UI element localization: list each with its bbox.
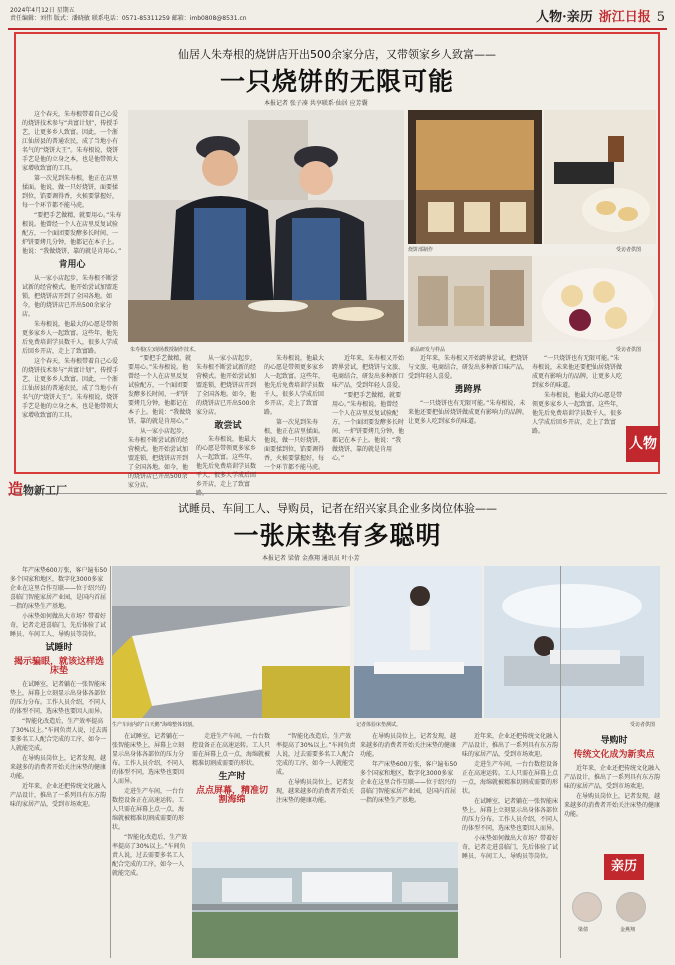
story2-paragraph: 走进生产车间，一台台数控设备正在高速运转。工人只需在屏幕上点一点，海绵就被精准切割成需要的形状。 [112,788,185,831]
story2-paragraph: 近年来，企业还把传统文化融入产品设计，推出了一系列具有东方韵味的家居产品，受到市场欢迎。 [462,733,559,758]
story2-paragraph: 年产床垫600万张，客户遍布50多个国家和地区，数字化3000多家企业在这里合作互联——位于绍兴的喜临门智能家居产业园，是国内首屈一指的床垫生产基地。 [360,761,458,804]
avatar [572,892,602,922]
story1-subhead: 勇跨界 [454,385,482,395]
author-name: 梁倩 [578,927,589,933]
author-name: 金燕翔 [620,927,636,933]
story2-paragraph: 走进生产车间，一台台数控设备正在高速运转。工人只需在屏幕上点一点，海绵就被精准切割成需要的形状。 [462,761,559,795]
story1-paragraph: 朱寿根说，他最大的心愿是带领更多家乡人一起致富。这些年，他先后免费培训学员数千人，很多人学成后回乡开店，走上了致富路。 [264,355,325,416]
shop-photo-illustration [408,110,542,244]
story2-subhead-line: 揭示骗眼，就该这样选床垫 [13,657,104,676]
section-name: 人物·亲历 [536,10,593,25]
story2-paragraph: “智能化改造后，生产效率提高了30%以上。”车间负责人说，过去需要多名工人配合完成的工序，如今一人就能完成。 [112,834,188,877]
story1-paragraph: 朱寿根说，他最大的心愿是带领更多家乡人一起致富。这些年，他先后免费培训学员数千人，很多人学成后回乡开店，走上了致富路。 [196,436,257,497]
story1-photo-credit: 受访者供图 [616,347,642,353]
story1-paragraph: “要把手艺做精，就要用心。”朱寿根说。他曾经一个人在店里反复试验配方，一个面团要发酵多长时间、一炉饼要烤几分钟，他都记在本子上。他说：“我做烧饼，靠的就是肯用心。” [22,212,122,255]
story2-paragraph: 在试睡室，记者躺在一张智能床垫上，屏幕上立刻显示出身体各部位的压力分布。工作人员介绍，不同人的体型不同，选床垫也要因人而异。 [10,681,107,715]
story1-column-6 [408,354,528,472]
story2-subhead: 生产时 [218,772,246,782]
story2-headline: 一张床垫有多聪明 [233,521,442,550]
story2-photo-caption: 记者体验床垫测试。 [356,722,402,728]
story2-paragraph: 年产床垫600万张，客户遍布50多个国家和地区，数字化3000多家企业在这里合作互联——位于绍兴的喜临门智能家居产业园，是国内首屈一指的床垫生产基地。 [10,567,108,610]
story2-photo-test [354,566,482,718]
masthead-info [10,7,310,23]
story1-side-tag: 人物 [626,426,660,462]
story2-subhead-line: 点点屏幕，精准切割海绵 [195,786,268,805]
aerial-photo-illustration [192,842,458,958]
story2-kicker: 试睡员、车间工人、导购员，记者在绍兴家具企业多岗位体验—— [178,502,497,515]
story1-column-5 [332,354,404,472]
story1-photo-products [408,256,656,342]
story1-photo-shop [408,110,542,244]
story1-paragraph: “要把手艺做精，就要用心。”朱寿根说。他曾经一个人在店里反复试验配方，一个面团要发酵多长时间、一炉饼要烤几分钟，他都记在本子上。他说：“我做烧饼，靠的就是肯用心。” [128,355,192,425]
page-number: 5 [656,10,665,25]
story1-column-2 [128,354,192,489]
story1-paragraph: 从一家小店起步，朱寿根不断尝试新的经营模式。他开始尝试加盟连锁，把烧饼店开到了全国各地。如今，他的烧饼店已开出500余家分店。 [128,428,189,489]
story2-side-tag: 亲历 [604,854,644,880]
story2-photo-credit: 受访者供图 [630,722,656,728]
story2-paragraph: 在导购员岗位上，记者发现，越来越多的消费者开始关注床垫的健康功能。 [276,779,355,804]
story1-paragraph: 这个春天，朱寿根带着自己心爱的烧饼技术参与“共富计划”，传授手艺，让更多乡人致富。因此，一个浙江仙居县的普通农民，成了当地小有名气的“烧饼大王”。朱寿根说，烧饼手艺是他的立身之本，也是他带领大家增收致富的工具。 [22,111,119,172]
story1-paragraph: 从一家小店起步，朱寿根不断尝试新的经营模式。他开始尝试加盟连锁，把烧饼店开到了全国各地。如今，他的烧饼店已开出500余家分店。 [22,275,119,318]
story1-photo-credit: 受访者供图 [616,247,642,253]
story2-paragraph: 在导购员岗位上，记者发现，越来越多的消费者开始关注床垫的健康功能。 [564,793,661,818]
story1-paragraph: “一只烧饼也有无限可能。”朱寿根说，未来他还要把仙居烧饼做成更有影响力的品牌，让更多人吃到家乡的味道。 [532,355,623,389]
story1-paragraph: “要把手艺做精，就要用心。”朱寿根说。他曾经一个人在店里反复试验配方，一个面团要发酵多长时间、一炉饼要烤几分钟，他都记在本子上。他说：“我做烧饼，靠的就是肯用心。” [332,392,405,462]
story2-column-1 [10,566,108,958]
chefs-photo-illustration [128,110,404,342]
story2-subhead: 试睡时 [45,643,73,653]
story2-paragraph: 近年来，企业还把传统文化融入产品设计，推出了一系列具有东方韵味的家居产品，受到市场欢迎。 [564,765,661,790]
story1-column-4 [264,354,328,472]
story1-paragraph: 朱寿根说，他最大的心愿是带领更多家乡人一起致富。这些年，他先后免费培训学员数千人，很多人学成后回乡开店，走上了致富路。 [22,321,119,355]
story2-paragraph: 在试睡室，记者躺在一张智能床垫上，屏幕上立刻显示出身体各部位的压力分布。工作人员介绍，不同人的体型不同，选床垫也要因人而异。 [462,798,559,832]
story2-paragraph: 在导购员岗位上，记者发现，越来越多的消费者开始关注床垫的健康功能。 [360,733,457,758]
column-divider [110,566,111,958]
story1-byline: 本报记者 张子凑 共享联系·仙居 应芳囊 [264,100,368,107]
story2-paragraph: 在试睡室，记者躺在一张智能床垫上，屏幕上立刻显示出身体各部位的压力分布。工作人员介绍，不同人的体型不同，选床垫也要因人而异。 [112,733,185,785]
story1-paragraph: 这个春天，朱寿根带着自己心爱的烧饼技术参与“共富计划”，传授手艺，让更多乡人致富。因此，一个浙江仙居县的普通农民，成了当地小有名气的“烧饼大王”。朱寿根说，烧饼手艺是他的立身之本，也是他带领大家增收致富的工具。 [22,358,119,419]
story1-kicker: 仙居人朱寿根的烧饼店开出500余家分店，又带领家乡人致富—— [178,48,496,61]
paper-name: 浙江日报 [598,10,651,25]
story1-paragraph: 近年来，朱寿根又开始跨界尝试，把烧饼与文旅、电商结合，研发出多种新口味产品，受到年轻人喜爱。 [408,355,529,380]
story2-sidebar [564,732,664,958]
story2-column-5 [360,732,458,836]
story2-column-3 [192,732,272,836]
story2-column-2 [112,732,188,958]
story1-photo-caption: 新品研发与样品 [410,347,446,353]
story2-paragraph: 小床垫如何做出大市场？带着好奇，记者走进喜临门，先后体验了试睡员、车间工人、导购员等岗位。 [462,835,559,860]
story2-subhead: 导购时 [600,736,628,746]
story1-paragraph: 近年来，朱寿根又开始跨界尝试，把烧饼与文旅、电商结合，研发出多种新口味产品，受到年轻人喜爱。 [332,355,405,389]
story1-paragraph: 第一次见到朱寿根，他正在店里揉面。他说，做一只好烧饼，面要揉到位，馅要调得香，火候要掌握好，每一个环节都不能马虎。 [264,419,325,471]
story1-column-7 [532,354,624,472]
story1-main-photo [128,110,404,342]
story1-subhead: 敢尝试 [214,421,242,431]
section-label-rest: 物新工厂 [23,484,68,497]
story2-subhead-line: 传统文化成为新卖点 [573,750,655,760]
story1-paragraph: 第一次见到朱寿根，他正在店里揉面。他说，做一只好烧饼，面要揉到位，馅要调得香，火候要掌握好，每一个环节都不能马虎。 [22,175,119,209]
story2-paragraph: 小床垫如何做出大市场？带着好奇，记者走进喜临门，先后体验了试睡员、车间工人、导购员等岗位。 [10,613,107,638]
story1-paragraph: 朱寿根说，他最大的心愿是带领更多家乡人一起致富。这些年，他先后免费培训学员数千人，很多人学成后回乡开店，走上了致富路。 [532,392,623,435]
column-divider [560,566,561,958]
section-bar [8,478,667,498]
masthead [8,4,667,30]
story2-column-6 [462,732,558,958]
avatar [616,892,646,922]
dishes-photo-illustration [544,110,656,244]
story2-photo-lab [484,566,660,718]
test-photo-illustration [354,566,482,718]
story1-column-3 [196,354,260,497]
story1-headline: 一只烧饼的无限可能 [219,67,454,96]
story1-photo-caption: 烧饼部制作 [408,247,434,253]
story1-paragraph: “一只烧饼也有无限可能。”朱寿根说，未来他还要把仙居烧饼做成更有影响力的品牌，让更多人吃到家乡的味道。 [408,400,529,425]
story1-column-1 [22,110,122,470]
story2-column-4 [276,732,356,836]
masthead-title [536,6,665,25]
factory-photo-illustration [112,566,350,718]
section-label-big: 造 [8,480,24,498]
story2-paragraph: “智能化改造后，生产效率提高了30%以上。”车间负责人说，过去需要多名工人配合完成的工序，如今一人就能完成。 [276,733,356,776]
story2-paragraph: 走进生产车间，一台台数控设备正在高速运转。工人只需在屏幕上点一点，海绵就被精准切割成需要的形状。 [192,733,271,767]
story1-photo-dishes [544,110,656,244]
editor-line: 责任编辑：刘伟 版式：潘晓敏 联系电话：0571-85311259 邮箱：imb0808@8531.cn [10,15,247,22]
story2-photo-caption: 生产车间内的“白天鹅”海绵整体切割。 [112,722,198,728]
lab-photo-illustration [484,566,660,718]
story2-paragraph: 近年来，企业还把传统文化融入产品设计，推出了一系列具有东方韵味的家居产品，受到市场欢迎。 [10,783,107,808]
date-line: 2024年4月12日 星期五 [10,7,75,14]
products-photo-illustration [408,256,656,342]
story1-subhead: 肯用心 [58,260,86,270]
story2-photo-aerial [192,842,458,958]
story2-byline: 本报记者 梁倩 金燕翔 通讯员 叶小芳 [262,555,360,562]
section-label [8,478,67,499]
story1-paragraph: 从一家小店起步，朱寿根不断尝试新的经营模式。他开始尝试加盟连锁，把烧饼店开到了全国各地。如今，他的烧饼店已开出500余家分店。 [196,355,257,416]
story2-paragraph: “智能化改造后，生产效率提高了30%以上。”车间负责人说，过去需要多名工人配合完成的工序，如今一人就能完成。 [10,718,108,752]
story1-photo-caption: 朱寿根(左)现场教授制作技术。 [130,347,199,353]
story2-paragraph: 在导购员岗位上，记者发现，越来越多的消费者开始关注床垫的健康功能。 [10,755,107,780]
story2-main-photo [112,566,350,718]
